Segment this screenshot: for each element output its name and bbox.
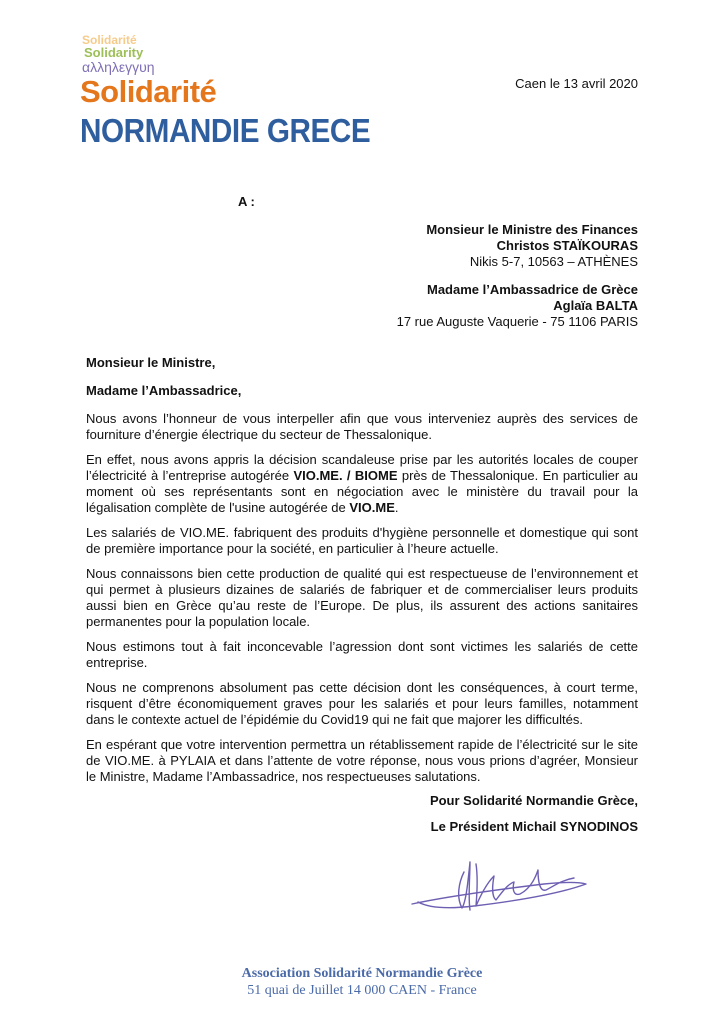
logo-line-normandie-grece: NORMANDIE GRECE xyxy=(80,112,371,149)
paragraph-7: En espérant que votre intervention permettra un rétablissement rapide de l’électricité sur le site de VIO.ME. à PYLAIA et dans l’attente de votre réponse, nous vous prions d’agréer, Monsieur le Ministre, Madame l’Ambassadrice, nos respectueuses salutations. xyxy=(86,737,638,784)
sign-organization: Pour Solidarité Normandie Grèce, xyxy=(429,793,638,808)
recipient-minister-address: Nikis 5-7, 10563 – ATHÈNES xyxy=(469,254,638,269)
paragraph-6: Nous ne comprenons absolument pas cette décision dont les conséquences, à court terme, risquent d’être économiquement graves pour les salariés et pour leurs familles, notamment dans le contexte actuel de l’épidémie du Covid19 qui ne fait que majorer les difficultés. xyxy=(86,680,638,727)
salutation-minister: Monsieur le Ministre, xyxy=(86,355,216,370)
paragraph-5: Nous estimons tout à fait inconcevable l’agression dont sont victimes les salariés de cette entreprise. xyxy=(86,639,638,670)
paragraph-3: Les salariés de VIO.ME. fabriquent des produits d'hygiène personnelle et domestique qui sont de première importance pour la société, en particulier à l’heure actuelle. xyxy=(86,525,638,556)
paragraph-1: Nous avons l’honneur de vous interpeller afin que vous interveniez auprès des services de fourniture d’énergie électrique du secteur de Thessalonique. xyxy=(86,411,638,442)
logo-line-greek: αλληλεγγυη xyxy=(82,59,155,75)
sign-president: Le Président Michail SYNODINOS xyxy=(430,819,638,834)
paragraph-2-company: VIO.ME. / BIOME xyxy=(293,468,398,483)
salutation-ambassador: Madame l’Ambassadrice, xyxy=(86,383,242,398)
letter-date: Caen le 13 avril 2020 xyxy=(515,76,638,91)
paragraph-4: Nous connaissons bien cette production de qualité qui est respectueuse de l’environnement et qui permet à plusieurs dizaines de salariés de fabriquer et de commercialiser leurs produits aussi bien en Grèce qu’au reste de l’Europe. De plus, ils assurent des actions sanitaires permanentes pour la population locale. xyxy=(86,566,638,629)
footer-address: 51 quai de Juillet 14 000 CAEN - France xyxy=(247,983,477,998)
recipient-minister-name: Christos STAÏKOURAS xyxy=(496,238,638,253)
recipient-ambassador xyxy=(397,282,638,330)
signature-block xyxy=(430,793,638,845)
recipient-ambassador-address: 17 rue Auguste Vaquerie - 75 1106 PARIS xyxy=(396,314,638,329)
paragraph-2-part-a: En effet, nous avons appris la décision scandaleuse prise par les autorités locales de couper l’électricité à l’entreprise autogérée xyxy=(86,452,638,483)
recipient-label: A : xyxy=(238,194,255,209)
footer xyxy=(0,965,724,999)
logo-line-solidarite-small: Solidarité xyxy=(82,33,137,47)
logo xyxy=(80,32,371,157)
recipient-ambassador-title: Madame l’Ambassadrice de Grèce xyxy=(427,282,638,297)
handwritten-signature xyxy=(404,842,589,917)
recipient-ambassador-name: Aglaïa BALTA xyxy=(553,298,638,313)
paragraph-2 xyxy=(86,452,638,516)
paragraph-2-part-c: près de Thessalonique. En particulier au moment où ses représentants sont en négociation avec le ministère du travail pour la légalisation complète de l'usine autogérée de xyxy=(86,468,638,515)
recipient-minister-title: Monsieur le Ministre des Finances xyxy=(426,222,638,237)
logo-line-solidarite: Solidarité xyxy=(80,74,217,109)
footer-association: Association Solidarité Normandie Grèce xyxy=(241,966,483,981)
recipient-minister xyxy=(426,222,638,270)
logo-line-solidarity: Solidarity xyxy=(84,45,144,60)
paragraph-2-company-short: VIO.ME xyxy=(349,500,395,515)
letter-body xyxy=(86,355,638,794)
paragraph-2-part-e: . xyxy=(394,500,399,515)
